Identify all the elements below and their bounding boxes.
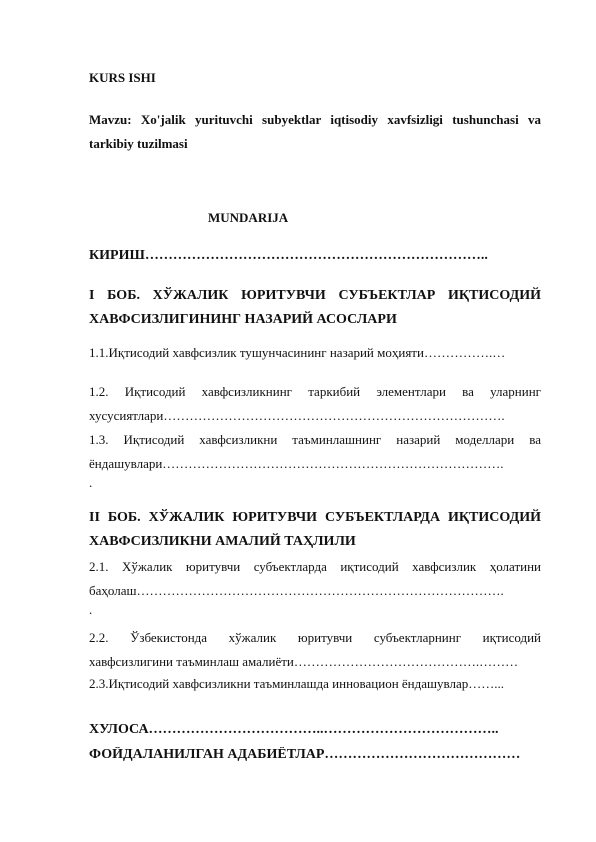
toc-entry-1-3[interactable] (89, 428, 541, 490)
toc-entry-label: хусусиятлари……………………………………………………………………. (89, 408, 505, 423)
toc-entry-label: ХУЛОСА………………………………..……………………………….. (89, 722, 499, 737)
toc-entry-2-2[interactable] (89, 626, 541, 674)
toc-entry-label: . (89, 603, 93, 617)
toc-entry-1-1[interactable] (89, 345, 541, 361)
toc-entry-label: ёндашувлари……………………………………………………………………. (89, 456, 504, 471)
topic-title (89, 108, 541, 156)
toc-entry-label: II БОБ. ХЎЖАЛИК ЮРИТУВЧИ СУБЪЕКТЛАРДА ИҚТИСОДИЙ (89, 510, 541, 525)
toc-entry-label: ФОЙДАЛАНИЛГАН АДАБИЁТЛАР…………………………………… (89, 747, 521, 762)
topic-title-line: tarkibiy tuzilmasi (89, 136, 188, 151)
toc-entry-label: 2.3.Иқтисодий хавфсизликни таъминлашда инновацион ёндашувлар……... (89, 676, 504, 691)
contents-heading: MUNDARIJA (208, 210, 289, 225)
toc-entry-2-3[interactable] (89, 676, 541, 692)
toc-entry-label: 2.1. Хўжалик юритувчи субъектларда иқтисодий хавфсизлик ҳолатини (89, 559, 541, 574)
toc-entry-label: ХАВФСИЗЛИГИНИНГ НАЗАРИЙ АСОСЛАРИ (89, 312, 397, 327)
toc-entry-references[interactable] (89, 747, 541, 763)
toc-entry-conclusion[interactable] (89, 722, 541, 738)
toc-entry-label: 1.1.Иқтисодий хавфсизлик тушунчасининг назарий моҳияти…………….… (89, 345, 506, 360)
toc-entry-chapter-1[interactable] (89, 284, 541, 332)
toc-entry-label: I БОБ. ХЎЖАЛИК ЮРИТУВЧИ СУБЪЕКТЛАР ИҚТИСОДИЙ (89, 288, 541, 303)
toc-entry-label: хавфсизлигини таъминлаш амалиёти…………………………………….……… (89, 654, 519, 669)
toc-entry-label: баҳолаш…………………………………………………………………………. (89, 583, 504, 598)
toc-entry-label: 2.2. Ўзбекистонда хўжалик юритувчи субъектларнинг иқтисодий (89, 630, 541, 645)
toc-entry-label: ХАВФСИЗЛИКНИ АМАЛИЙ ТАҲЛИЛИ (89, 534, 356, 549)
course-work-label: KURS ISHI (89, 70, 156, 85)
toc-entry-label: 1.2. Иқтисодий хавфсизликнинг таркибий элементлари ва уларнинг (89, 384, 541, 399)
toc-entry-intro[interactable] (89, 248, 541, 264)
toc-entry-chapter-2[interactable] (89, 506, 541, 554)
toc-entry-2-1[interactable] (89, 555, 541, 617)
topic-title-line: Mavzu: Xo'jalik yurituvchi subyektlar iqtisodiy xavfsizligi tushunchasi va (89, 112, 541, 127)
toc-entry-label: 1.3. Иқтисодий хавфсизликни таъминлашнинг назарий моделлари ва (89, 432, 541, 447)
toc-entry-label: КИРИШ……………………………………………………………….. (89, 248, 488, 263)
toc-entry-1-2[interactable] (89, 380, 541, 428)
toc-entry-label: . (89, 476, 93, 490)
